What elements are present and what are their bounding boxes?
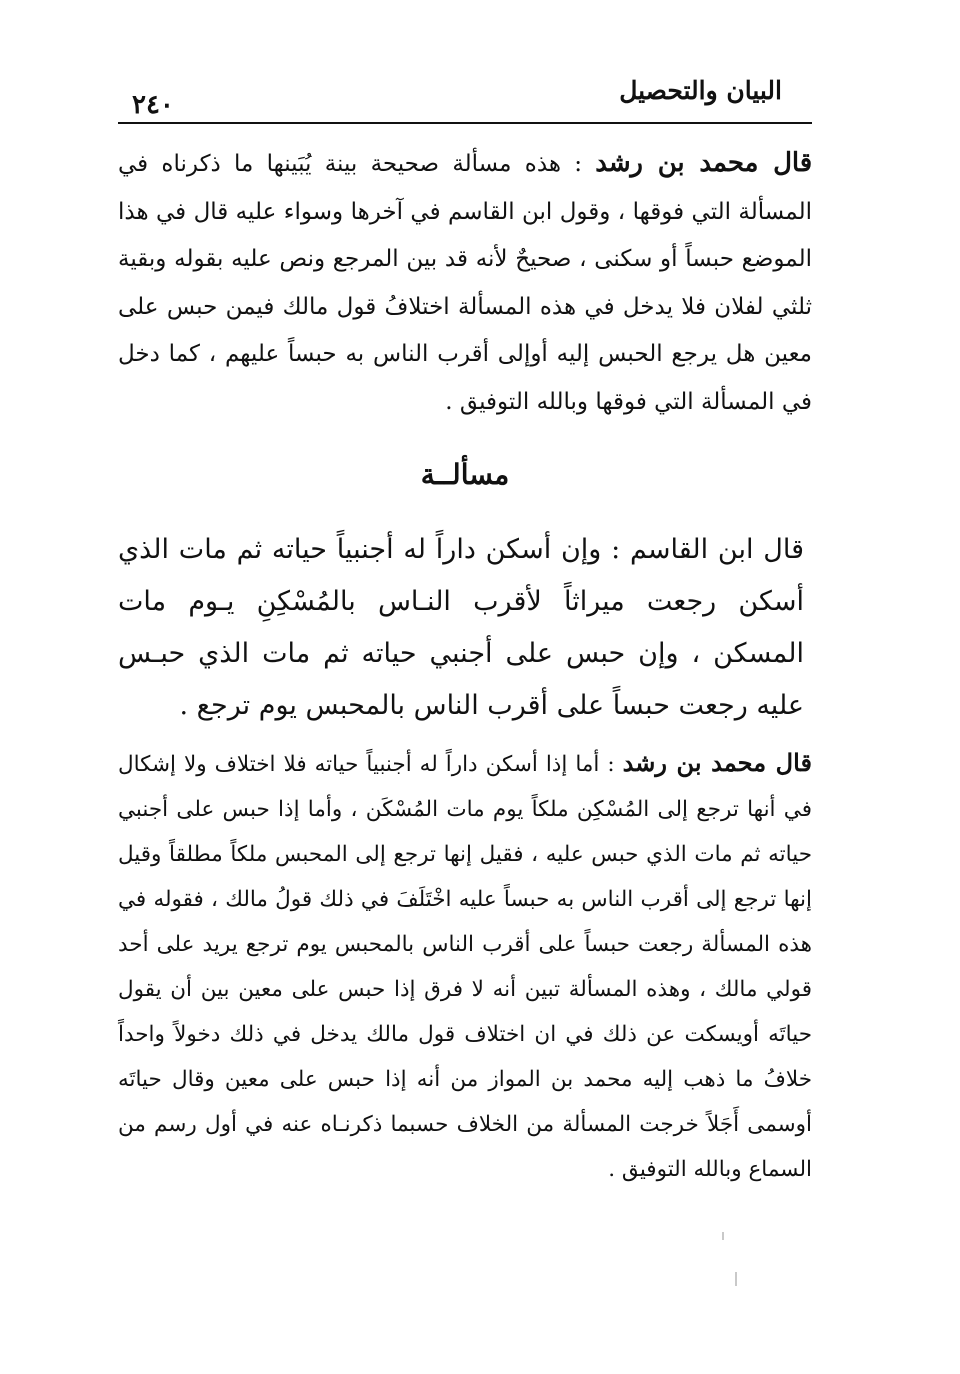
paragraph-1 — [118, 140, 812, 426]
running-title: البيان والتحصيل — [619, 76, 782, 105]
paragraph-2 — [118, 524, 804, 732]
paragraph-3-speaker: قال محمد بن رشد — [622, 748, 812, 777]
page-header — [118, 68, 812, 124]
page-number: ٢٤٠ — [132, 90, 174, 120]
paragraph-3 — [118, 740, 812, 1192]
section-title: مسألــة — [420, 458, 510, 491]
paragraph-1-speaker: قال محمد بن رشد — [595, 148, 813, 178]
paragraph-2-text: قال ابن القاسم : وإن أسكن داراً له أجنبياً حياته ثم مات الذي أسكن رجعت ميراثاً لأقرب النـاس بالمُسْكِنِ يـوم مات المسكن ، وإن حبس على أجنبي حياته ثم مات الذي حبـس عليه رجعت حبساً على أقرب الناس بالمحبس يوم ترجع . — [118, 534, 804, 721]
scan-speck — [735, 1272, 737, 1286]
scan-speck — [722, 1232, 724, 1240]
header-rule — [118, 122, 812, 124]
paragraph-1-text: : هذه مسألة صحيحة بينة يُبَينها ما ذكرناه في المسألة التي فوقها ، وقول ابن القاسم في آخرها وسواء عليه قال في هذا الموضع حبساً أو سكنى ، صحيحٌ لأنه قد بين المرجع ونص عليه بقوله وبقية ثلثي لفلان فلا يدخل في هذه المسألة اختلافُ قول مالك فيمن حبس على معين هل يرجع الحبس إليه أوإلى أقرب الناس به حبساً عليهم ، كما دخل في المسألة التي فوقها وبالله التوفيق . — [118, 151, 812, 415]
paragraph-3-text: : أما إذا أسكن داراً له أجنبياً حياته فلا اختلاف ولا إشكال في أنها ترجع إلى المُسْكِن ملكاً يوم مات المُسْكَن ، وأما إذا حبس على أجنبي حياته ثم مات الذي حبس عليه ، فقيل إنها ترجع إلى المحبس ملكاً مطلقاً وقيل إنها ترجع إلى أقرب الناس به حبساً عليه اخْتَلَفَ في ذلك قولُ مالك ، فقوله في هذه المسألة رجعت حبساً على أقرب الناس بالمحبس يوم ترجع يريد على أحد قولي مالك ، وهذه المسألة تبين أنه لا فرق إذا حبس على معين بين أن يقول حياتَه أويسكت عن ذلك في ان اختلاف قول مالك يدخل في ذلك دخولاً واحداً خلافُ ما ذهب إليه محمد بن المواز من أنه إذا حبس على معين وقال حياتَه أوسمى أَجَلاً خرجت المسألة من الخلاف حسبما ذكرنـاه عنه في أول رسم من السماع وبالله التوفيق . — [118, 752, 812, 1182]
